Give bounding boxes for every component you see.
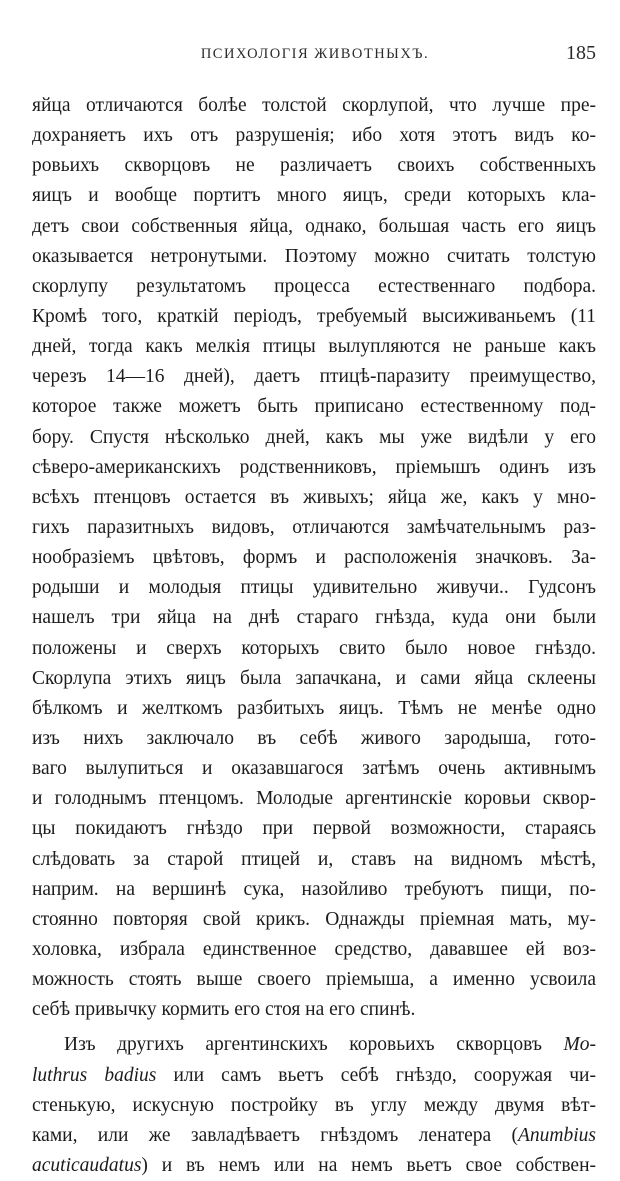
text-line: черезъ 14—16 дней), даетъ птицѣ-паразиту преимущество, [32, 366, 596, 388]
text-line: бѣлкомъ и желткомъ разбитыхъ яицъ. Тѣмъ не менѣе одно [32, 697, 596, 719]
italic-run: acuticaudatus [32, 1154, 142, 1176]
italic-run: Mo- [563, 1034, 596, 1056]
running-head [30, 42, 600, 70]
text-line [32, 1061, 596, 1091]
text-line: ваго вылупиться и оказавшагося затѣмъ очень активнымъ [32, 758, 596, 780]
text-line: холовка, избрала единственное средство, дававшее ей воз- [32, 938, 596, 960]
text-line: дохраняетъ ихъ отъ разрушенія; ибо хотя этотъ видъ ко- [32, 125, 596, 147]
text-line: всѣхъ птенцовъ остается въ живыхъ; яйца же, какъ у мно- [32, 486, 596, 508]
body-text [32, 91, 596, 1181]
text-line: дней, тогда какъ мелкія птицы вылупляются не раньше какъ [32, 336, 596, 358]
text-line: наприм. на вершинѣ сука, назойливо требуютъ пищи, по- [32, 878, 596, 900]
text-line: родыши и молодыя птицы удивительно живучи.. Гудсонъ [32, 577, 596, 599]
text-line: стоянно повторяя свой крикъ. Однажды пріемная мать, му- [32, 908, 596, 930]
text-line: и голоднымъ птенцомъ. Молодые аргентинскіе коровьи сквор- [32, 788, 596, 810]
italic-run: Anumbius [518, 1124, 596, 1146]
text-line: стенькую, искусную постройку въ углу между двумя вѣт- [32, 1094, 596, 1116]
text-line: нашелъ три яйца на днѣ стараго гнѣзда, куда они были [32, 607, 596, 629]
text-run: Изъ другихъ аргентинскихъ коровьихъ скворцовъ [64, 1034, 564, 1056]
text-line: оказывается нетронутыми. Поэтому можно считать толстую [32, 245, 596, 267]
text-line: изъ нихъ заключало въ себѣ живого зародыша, гото- [32, 727, 596, 749]
text-line: которое также можетъ быть приписано естественному под- [32, 396, 596, 418]
text-line: Кромѣ того, краткій періодъ, требуемый высиживаньемъ (11 [32, 305, 596, 327]
text-line: бору. Спустя нѣсколько дней, какъ мы уже видѣли у его [32, 426, 596, 448]
text-line: яицъ и вообще портитъ много яицъ, среди которыхъ кла- [32, 185, 596, 207]
text-line: гихъ паразитныхъ видовъ, отличаются замѣчательнымъ раз- [32, 516, 596, 538]
text-line: сѣверо-американскихъ родственниковъ, пріемышъ одинъ изъ [32, 456, 596, 478]
text-line: можность стоять выше своего пріемыша, а именно усвоила [32, 969, 596, 991]
text-line [32, 1121, 596, 1151]
text-run: ) и въ немъ или на немъ вьетъ свое собствен- [141, 1154, 596, 1176]
text-line: детъ свои собственныя яйца, однако, большая часть его яицъ [32, 215, 596, 237]
text-line: нообразіемъ цвѣтовъ, формъ и расположенія значковъ. За- [32, 547, 596, 569]
text-line: слѣдовать за старой птицей и, ставъ на видномъ мѣстѣ, [32, 848, 596, 870]
text-line [32, 1151, 596, 1181]
italic-run: luthrus badius [32, 1064, 157, 1086]
page-number: 185 [566, 42, 596, 64]
text-line: себѣ привычку кормить его стоя на его спинѣ. [32, 999, 416, 1021]
text-line: яйца отличаются болѣе толстой скорлупой, что лучше пре- [32, 95, 596, 116]
text-line: ровьихъ скворцовъ не различаетъ своихъ собственныхъ [32, 155, 596, 177]
text-line: положены и сверхъ которыхъ свито было новое гнѣздо. [32, 637, 596, 659]
text-line: цы покидаютъ гнѣздо при первой возможности, стараясь [32, 818, 596, 840]
text-run: ками, или же завладѣваетъ гнѣздомъ ленатера ( [32, 1124, 518, 1146]
text-line: Скорлупа этихъ яицъ была запачкана, и сами яйца склеены [32, 667, 596, 689]
text-line [32, 1030, 596, 1060]
text-line: скорлупу результатомъ процесса естественнаго подбора. [32, 275, 596, 297]
text-run: или самъ вьетъ себѣ гнѣздо, сооружая чи- [156, 1064, 596, 1086]
running-title: ПСИХОЛОГIЯ ЖИВОТНЫХЪ. [200, 46, 430, 62]
